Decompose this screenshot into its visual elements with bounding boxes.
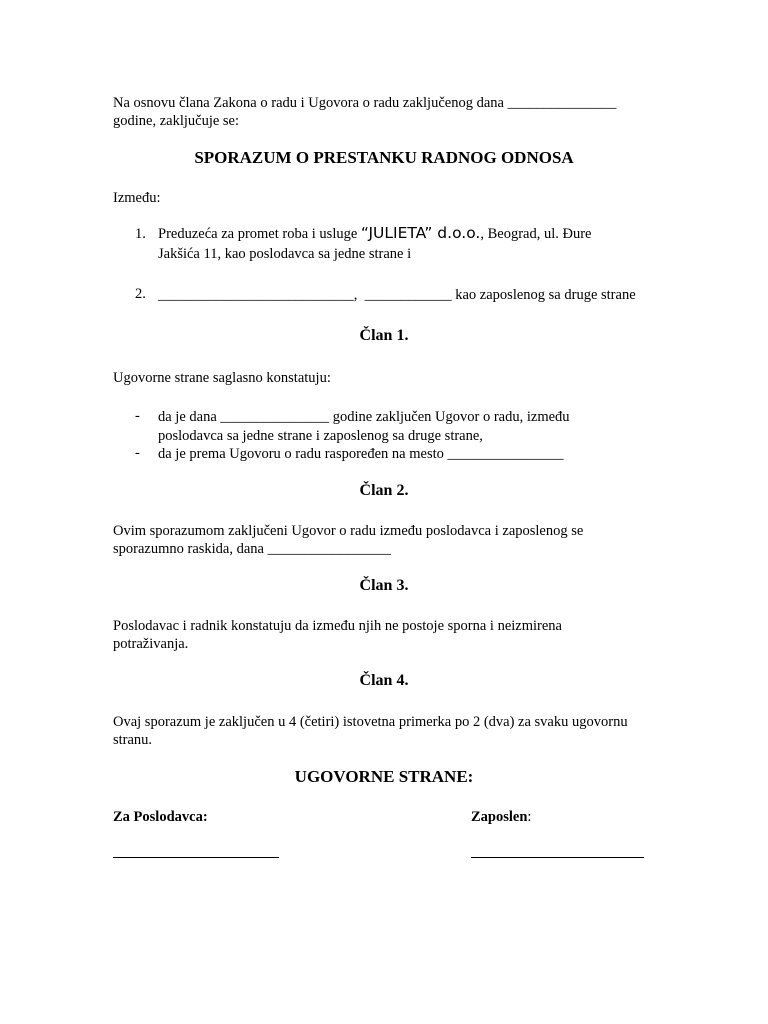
party-1-line-1-pre: Preduzeća za promet roba i usluge [158, 226, 361, 242]
party-1-line-1 [158, 224, 591, 243]
intro-line-1: Na osnovu člana Zakona o radu i Ugovora o radu zaključenog dana _______________ [113, 95, 617, 111]
article-1-heading: Član 1. [359, 327, 409, 344]
article-2-heading: Član 2. [359, 482, 409, 499]
article-1-bullet-1-line-1: da je dana _______________ godine zaključen Ugovor o radu, između [158, 409, 570, 425]
article-3-line-1: Poslodavac i radnik konstatuju da između njih ne postoje sporna i neizmirena [113, 618, 562, 634]
party-2-number: 2. [135, 286, 146, 302]
employer-signature-line [113, 857, 279, 859]
article-3-heading: Član 3. [359, 577, 409, 594]
article-4-line-2: stranu. [113, 732, 153, 748]
party-2-line-1: ___________________________, ____________ kao zaposlenog sa druge strane [158, 287, 636, 303]
article-2-line-2: sporazumno raskida, dana _________________ [113, 541, 391, 557]
article-1-bullet-2-marker: - [135, 445, 140, 461]
employee-label-colon: : [527, 809, 532, 825]
article-4-heading: Član 4. [359, 672, 409, 689]
article-2-line-1: Ovim sporazumom zaključeni Ugovor o radu između poslodavca i zaposlenog se [113, 523, 584, 539]
article-1-bullet-1-marker: - [135, 408, 140, 424]
article-1-bullet-1-line-2: poslodavca sa jedne strane i zaposlenog sa druge strane, [158, 428, 483, 444]
employee-label: Zaposlen [471, 809, 528, 825]
article-4-line-1: Ovaj sporazum je zaključen u 4 (četiri) istovetna primerka po 2 (dva) za svaku ugovornu [113, 714, 628, 730]
employer-label: Za Poslodavca: [113, 809, 208, 825]
article-3-line-2: potraživanja. [113, 636, 189, 652]
izmedju-label: Između: [113, 190, 161, 206]
article-1-text: Ugovorne strane saglasno konstatuju: [113, 370, 331, 386]
signatures-heading: UGOVORNE STRANE: [294, 767, 474, 786]
party-1-line-1-post: , Beograd, ul. Đure [480, 226, 592, 242]
employee-signature-line [471, 857, 644, 859]
party-1-company-name: “JULIETA” d.o.o. [360, 224, 481, 242]
party-1-line-2: Jakšića 11, kao poslodavca sa jedne strane i [158, 246, 412, 262]
employee-label-wrap [471, 808, 531, 826]
document-title: SPORAZUM O PRESTANKU RADNOG ODNOSA [194, 148, 574, 167]
party-1-number: 1. [135, 226, 146, 242]
intro-line-2: godine, zaključuje se: [113, 113, 240, 129]
article-1-bullet-2-line-1: da je prema Ugovoru o radu raspoređen na mesto ________________ [158, 446, 564, 462]
